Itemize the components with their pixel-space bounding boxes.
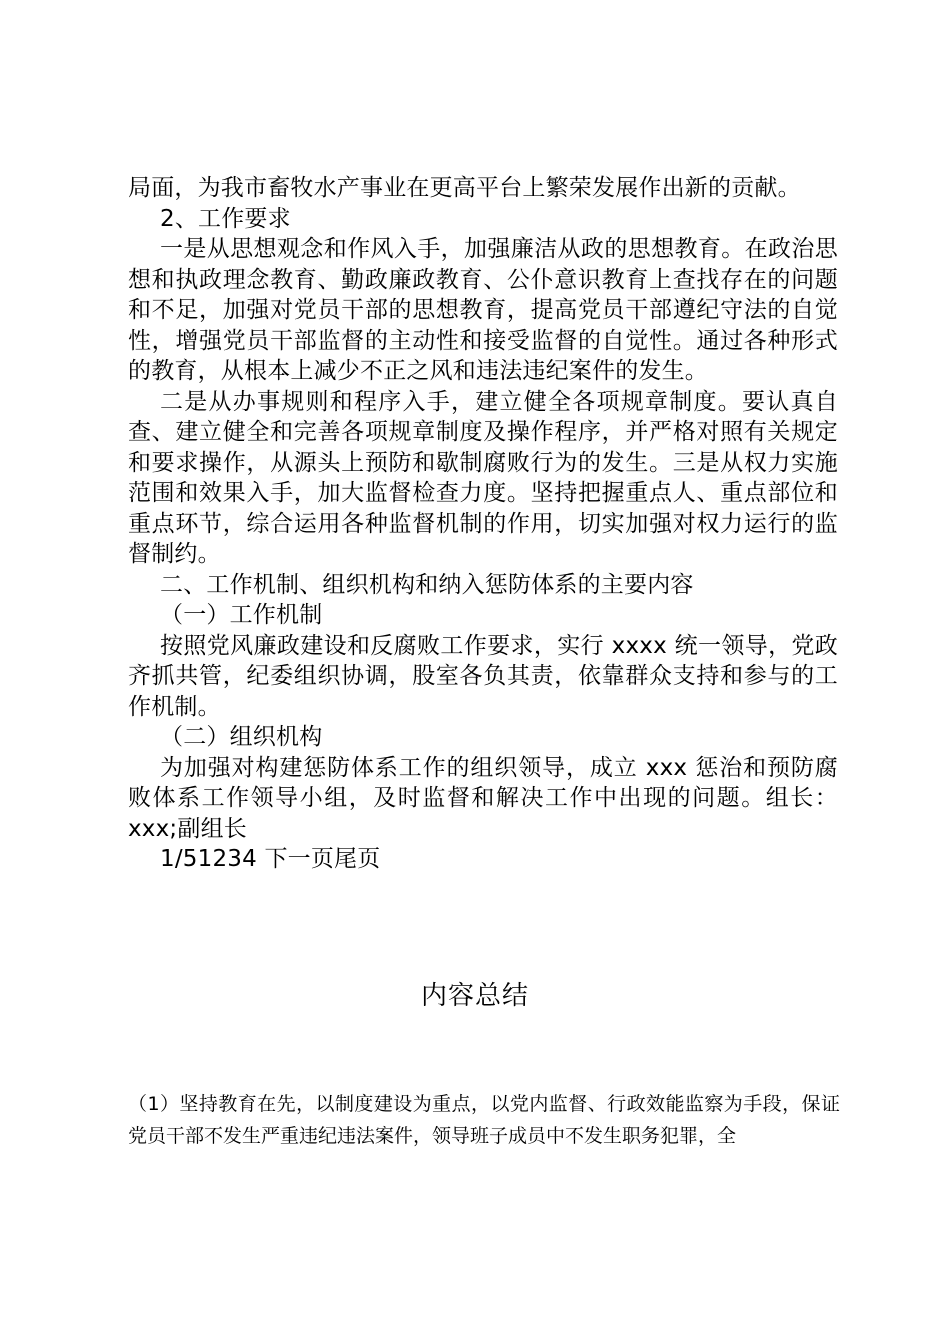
paragraph: 按照党风廉政建设和反腐败工作要求，实行 xxxx 统一领导，党政齐抓共管，纪委组织协调，股室各负其责，依靠群众支持和参与的工作机制。	[128, 632, 838, 720]
summary-title: 内容总结	[420, 981, 529, 1011]
paragraph: 局面，为我市畜牧水产事业在更高平台上繁荣发展作出新的贡献。	[128, 175, 801, 201]
paragraph: 一是从思想观念和作风入手，加强廉洁从政的思想教育。在政治思想和执政理念教育、勤政廉政教育、公仆意识教育上查找存在的问题和不足，加强对党员干部的思想教育，提高党员干部遵纪守法的自觉性，增强党员干部监督的主动性和接受监督的自觉性。通过各种形式的教育，从根本上减少不正之风和违法违纪案件的发生。	[128, 236, 838, 384]
subsection-heading: （二）组织机构	[160, 724, 323, 750]
paragraph: 二是从办事规则和程序入手，建立健全各项规章制度。要认真自查、建立健全和完善各项规章制度及操作程序，并严格对照有关规定和要求操作，从源头上预防和歇制腐败行为的发生。三是从权力实施范围和效果入手，加大监督检查力度。坚持把握重点人、重点部位和重点环节，综合运用各种监督机制的作用，切实加强对权力运行的监督制约。	[128, 388, 838, 567]
paragraph: 为加强对构建惩防体系工作的组织领导，成立 xxx 惩治和预防腐败体系工作领导小组，及时监督和解决工作中出现的问题。组长：xxx;副组长	[128, 754, 838, 842]
summary-paragraph: （1）坚持教育在先，以制度建设为重点，以党内监督、行政效能监察为手段，保证党员干部不发生严重违纪违法案件，领导班子成员中不发生职务犯罪，全	[128, 1093, 840, 1147]
section-heading: 2、工作要求	[160, 205, 291, 232]
summary-section	[128, 1088, 840, 1152]
subsection-heading: （一）工作机制	[160, 602, 323, 628]
document-body	[128, 173, 838, 875]
section-heading: 二、工作机制、组织机构和纳入惩防体系的主要内容	[160, 571, 694, 598]
page-navigation[interactable]: 1/51234 下一页尾页	[160, 846, 381, 872]
